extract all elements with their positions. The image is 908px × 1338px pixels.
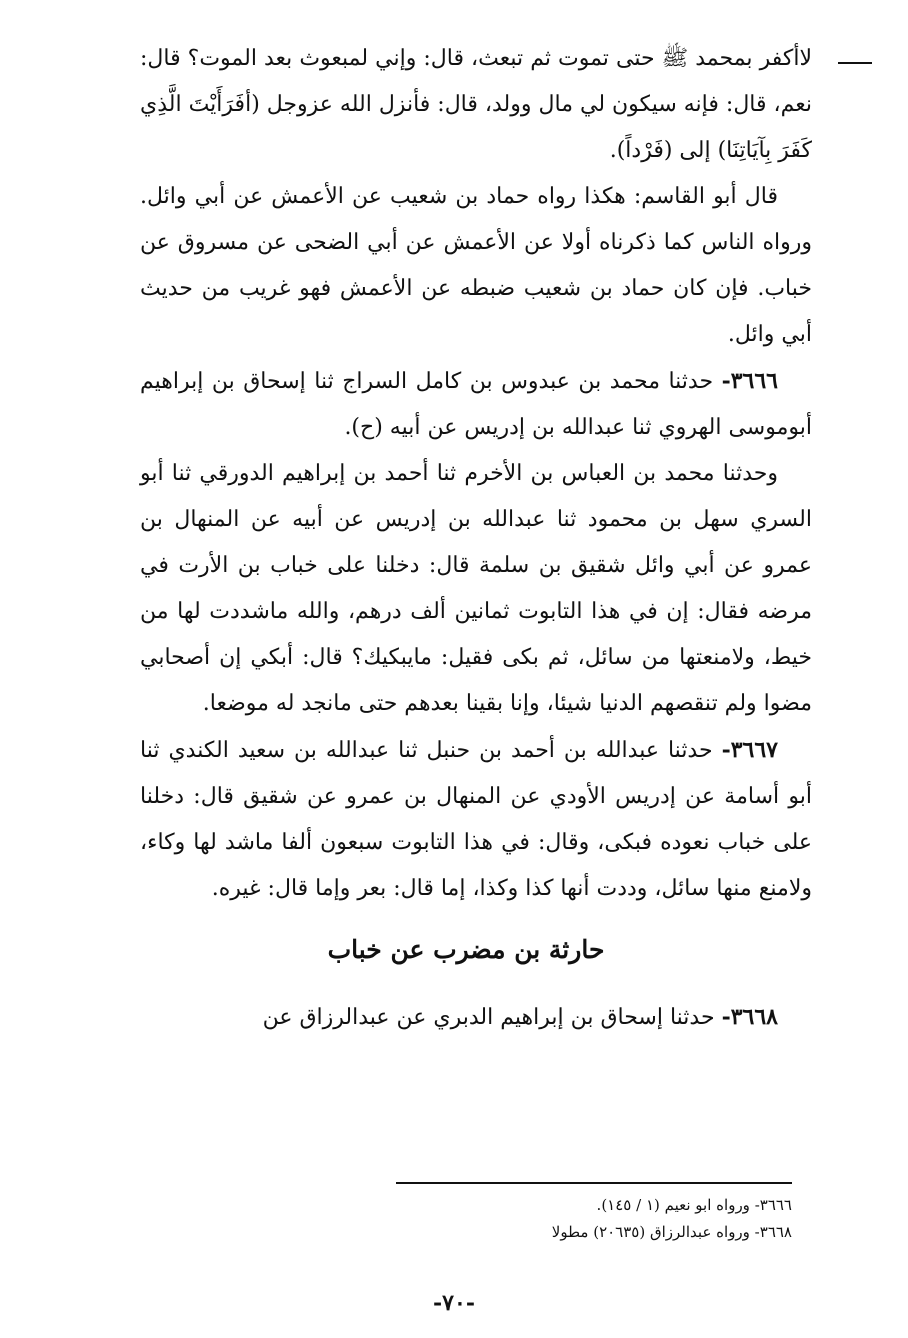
hadith-3667 (140, 727, 812, 912)
hadith-3666 (140, 358, 812, 451)
main-text (140, 36, 812, 1041)
paragraph-abu-alqasim-note: قال أبو القاسم: هكذا رواه حماد بن شعيب عن الأعمش عن أبي وائل. ورواه الناس كما ذكرناه أولا عن الأعمش عن أبي الضحى عن مسروق عن خباب. فإن كان حماد بن شعيب ضبطه عن الأعمش فهو غريب من حديث أبي وائل. (140, 184, 812, 347)
hadith-number: ٣٦٦٨- (721, 1004, 778, 1030)
section-heading: حارثة بن مضرب عن خباب (327, 935, 605, 964)
continuation-dash (838, 62, 872, 64)
footnote-3668: ٣٦٦٨- ورواه عبدالرزاق (٢٠٦٣٥) مطولا (551, 1223, 792, 1241)
footnotes (380, 1192, 792, 1246)
paragraph-continuation: لاأكفر بمحمد ﷺ حتى تموت ثم تبعث، قال: وإني لمبعوث بعد الموت؟ قال: نعم، قال: فإنه سيكون لي مال وولد، قال: فأنزل الله عزوجل (أفَرَأَيْتَ الَّذِي كَفَرَ بِآيَاتِنَا) إلى (فَرْداً). (140, 46, 812, 163)
hadith-number: ٣٦٦٧- (721, 737, 778, 763)
footnote-3666: ٣٦٦٦- ورواه ابو نعيم (١ / ١٤٥). (596, 1196, 792, 1214)
footnote-divider (396, 1182, 792, 1184)
hadith-text: حدثنا عبدالله بن أحمد بن حنبل ثنا عبدالله بن سعيد الكندي ثنا أبو أسامة عن إدريس الأودي عن المنهال بن عمرو عن شقيق قال: دخلنا على خباب نعوده فبكى، وقال: في هذا التابوت سبعون ألفا ماشد لها وكاء، ولامنع منها سائل، وددت أنها كذا وكذا، إما قال: بعر وإما قال: غيره. (140, 738, 812, 901)
hadith-3666-second-chain: وحدثنا محمد بن العباس بن الأخرم ثنا أحمد بن إبراهيم الدورقي ثنا أبو السري سهل بن محمود ثنا عبدالله بن إدريس عن أبيه عن المنهال بن عمرو عن أبي وائل شقيق بن سلمة قال: دخلنا على خباب بن الأرت في مرضه فقال: إن في هذا التابوت ثمانين ألف درهم، والله ماشددت لها من خيط، ولامنعتها من سائل، ثم بكى فقيل: مايبكيك؟ قال: أبكي إن أصحابي مضوا ولم تنقصهم الدنيا شيئا، وإنا بقينا بعدهم حتى مانجد له موضعا. (140, 461, 812, 716)
hadith-text: حدثنا إسحاق بن إبراهيم الدبري عن عبدالرزاق عن (262, 1005, 715, 1030)
page-number: -٧٠- (433, 1290, 475, 1316)
hadith-number: ٣٦٦٦- (721, 368, 778, 394)
hadith-text: حدثنا محمد بن عبدوس بن كامل السراج ثنا إسحاق بن إبراهيم أبوموسى الهروي ثنا عبدالله بن إدريس عن أبيه (ح). (140, 369, 812, 440)
hadith-3668 (140, 994, 812, 1041)
